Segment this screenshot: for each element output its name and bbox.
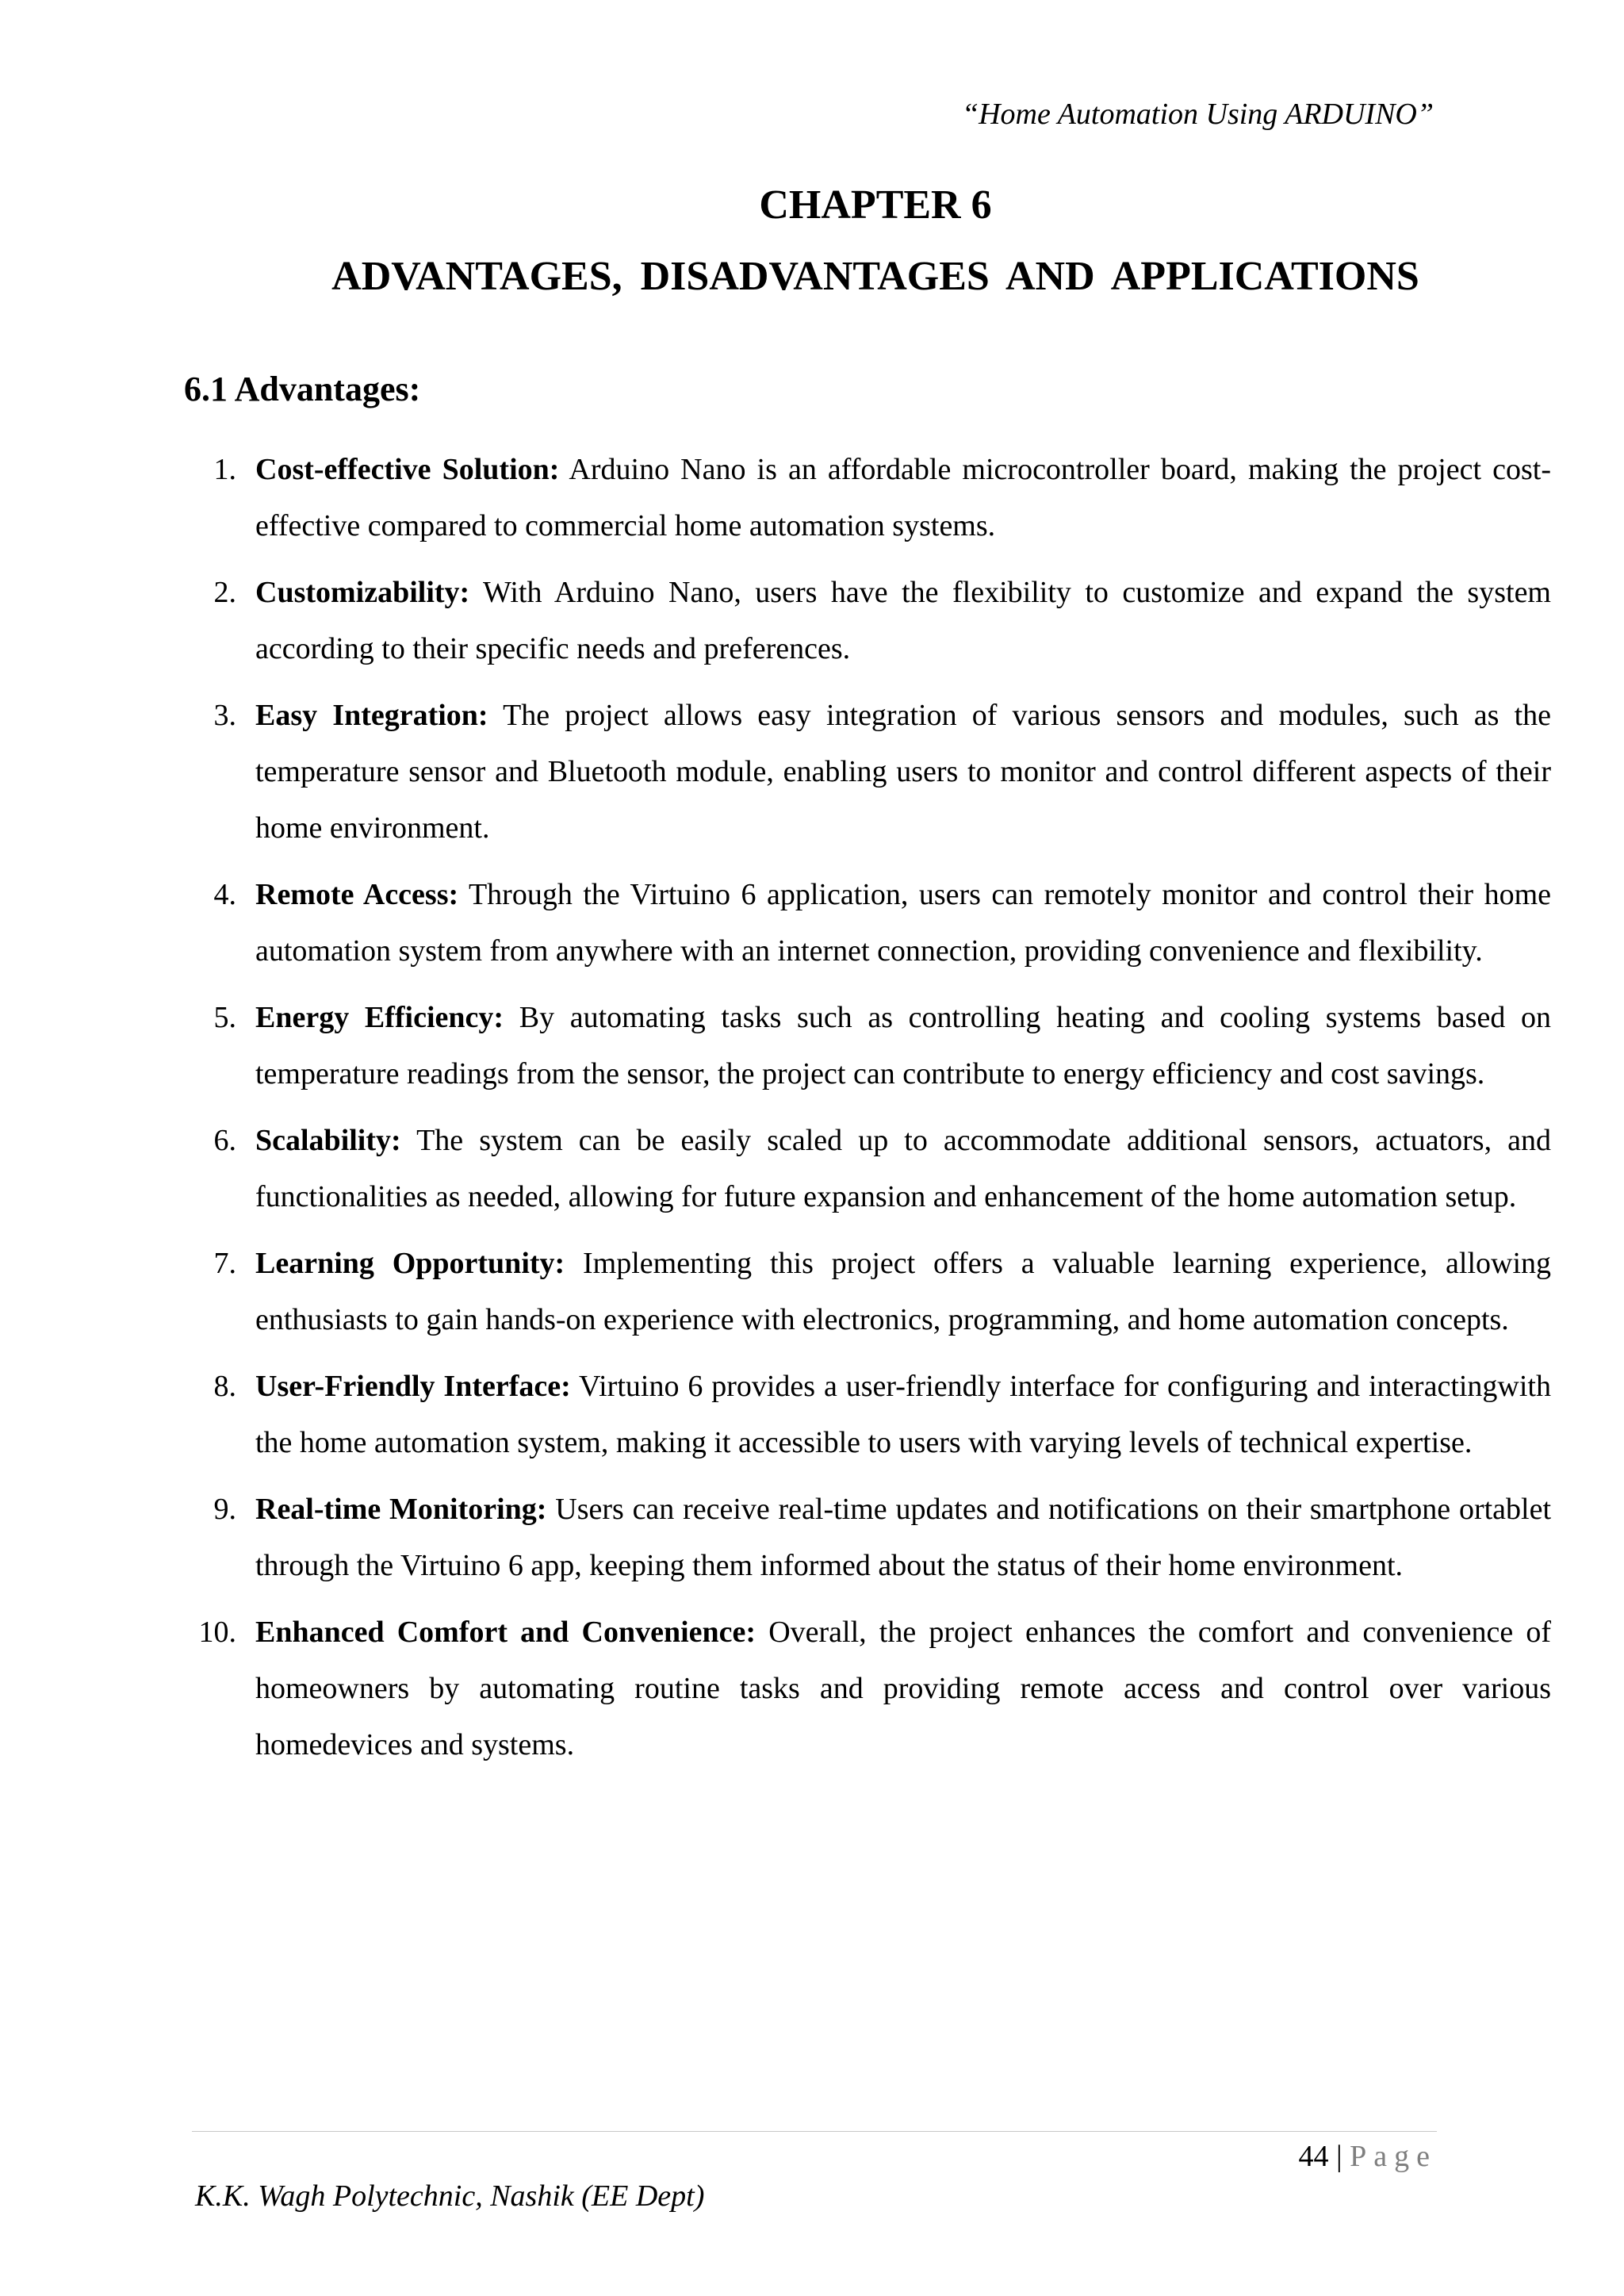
item-term: Learning Opportunity: — [255, 1247, 565, 1280]
item-term: Energy Efficiency: — [255, 1001, 504, 1034]
item-text: Through the Virtuino 6 application, users can remotely monitor and control their home automation system from anywhere with an internet connection, providing convenience and flexibility. — [255, 878, 1551, 968]
page-separator: | — [1336, 2140, 1342, 2173]
item-text: By automating tasks such as controlling heating and cooling systems based on temperature readings from the sensor, the project can contribute to energy efficiency and cost savings. — [255, 1001, 1551, 1091]
item-number: 4. — [213, 878, 236, 911]
list-item — [0, 688, 1624, 857]
running-header: “Home Automation Using ARDUINO” — [961, 98, 1434, 131]
list-item — [0, 1113, 1624, 1225]
list-item — [0, 442, 1624, 554]
item-term: User-Friendly Interface: — [255, 1370, 571, 1403]
item-text: Users can receive real-time updates and notifications on their smartphone ortablet through the Virtuino 6 app, keeping them informed about the status of their home environment. — [255, 1493, 1552, 1582]
item-term: Real-time Monitoring: — [255, 1493, 547, 1526]
list-item — [0, 1481, 1624, 1594]
list-item — [0, 565, 1624, 677]
item-number: 7. — [213, 1247, 236, 1280]
chapter-title: ADVANTAGES, DISADVANTAGES AND APPLICATIONS — [331, 254, 1419, 299]
item-number: 9. — [213, 1493, 236, 1526]
advantages-list — [0, 442, 1624, 1784]
item-text: Overall, the project enhances the comfort and convenience of homeowners by automating routine tasks and providing remote access and control over various homedevices and systems. — [255, 1616, 1552, 1761]
item-number: 1. — [213, 453, 236, 486]
item-text: The system can be easily scaled up to accommodate additional sensors, actuators, and functionalities as needed, allowing for future expansion and enhancement of the home automation setup. — [255, 1124, 1551, 1213]
list-item — [0, 867, 1624, 979]
item-number: 10. — [198, 1616, 236, 1649]
item-number: 6. — [213, 1124, 236, 1157]
item-term: Cost-effective Solution: — [255, 453, 560, 486]
footer-institution: K.K. Wagh Polytechnic, Nashik (EE Dept) — [195, 2179, 705, 2213]
item-text: Arduino Nano is an affordable microcontroller board, making the project cost-effective compared to commercial home automation systems. — [255, 453, 1551, 542]
item-number: 8. — [213, 1370, 236, 1403]
item-term: Enhanced Comfort and Convenience: — [255, 1616, 756, 1649]
item-term: Scalability: — [255, 1124, 401, 1157]
list-item — [0, 1236, 1624, 1348]
list-item — [0, 1359, 1624, 1471]
item-text: Implementing this project offers a valuable learning experience, allowing enthusiasts to gain hands-on experience with electronics, programming, and home automation concepts. — [255, 1247, 1552, 1336]
item-number: 3. — [213, 699, 236, 732]
page-word: Page — [1350, 2140, 1437, 2173]
footer-divider — [192, 2131, 1437, 2132]
page-number — [1299, 2139, 1437, 2175]
item-term: Easy Integration: — [255, 699, 488, 732]
item-text: With Arduino Nano, users have the flexibility to customize and expand the system according to their specific needs and preferences. — [255, 576, 1551, 665]
page-number-value: 44 — [1298, 2140, 1329, 2173]
list-item — [0, 990, 1624, 1102]
item-number: 5. — [213, 1001, 236, 1034]
section-heading: 6.1 Advantages: — [184, 370, 421, 408]
item-term: Customizability: — [255, 576, 470, 609]
list-item — [0, 1604, 1624, 1773]
item-text: Virtuino 6 provides a user-friendly interface for configuring and interactingwith the home automation system, making it accessible to users with varying levels of technical expertise. — [255, 1370, 1551, 1459]
item-number: 2. — [213, 576, 236, 609]
chapter-number: CHAPTER 6 — [759, 182, 992, 228]
item-text: The project allows easy integration of various sensors and modules, such as the temperature sensor and Bluetooth module, enabling users to monitor and control different aspects of their home environment. — [255, 699, 1551, 845]
item-term: Remote Access: — [255, 878, 459, 911]
